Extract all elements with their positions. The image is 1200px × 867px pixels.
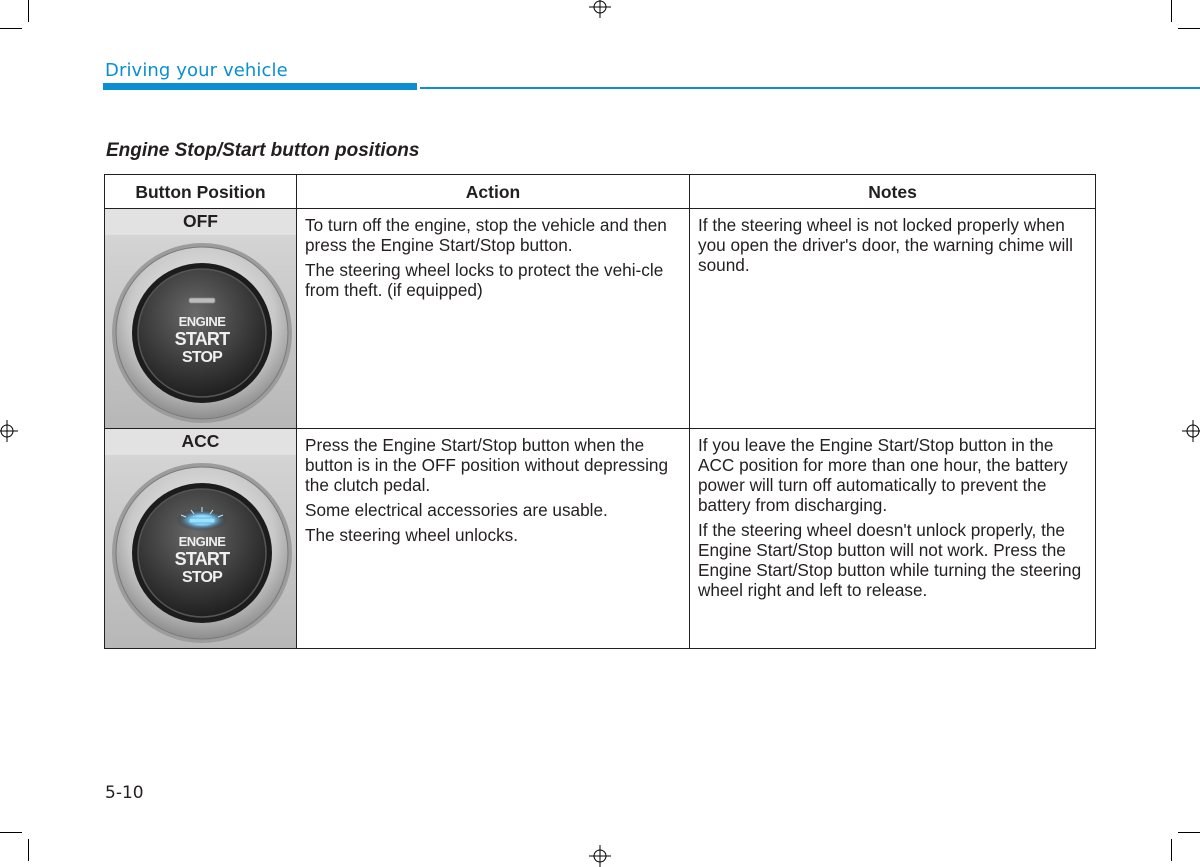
crop-mark (1171, 839, 1172, 861)
start-label: START (174, 329, 230, 349)
header-accent-bar (103, 83, 417, 90)
action-cell (297, 209, 690, 429)
stop-label: STOP (181, 569, 223, 586)
registration-mark-bottom (589, 845, 611, 867)
registration-mark-top (589, 0, 611, 18)
table-header-row (105, 175, 1096, 209)
registration-mark-right (1182, 420, 1200, 442)
crop-mark (28, 0, 29, 22)
header-rule (420, 87, 1200, 89)
position-label: OFF (105, 209, 296, 235)
indicator-icon (189, 298, 215, 303)
notes-cell (690, 209, 1096, 429)
crop-mark (1171, 0, 1172, 22)
table-row (105, 429, 1096, 649)
notes-text: If you leave the Engine Start/Stop button in the ACC position for more than one hour, the battery power will turn off automatically to prevent the battery from discharging. (698, 435, 1068, 515)
action-cell (297, 429, 690, 649)
column-header: Action (297, 175, 690, 209)
crop-mark (1178, 28, 1200, 29)
position-cell (105, 429, 297, 649)
registration-mark-left (0, 420, 18, 442)
action-text: The steering wheel unlocks. (305, 525, 519, 545)
position-cell (105, 209, 297, 429)
table-row (105, 209, 1096, 429)
page-heading: Engine Stop/Start button positions (106, 140, 420, 161)
crop-mark (0, 28, 22, 29)
crop-mark (28, 839, 29, 861)
engine-button-illustration (105, 455, 296, 648)
engine-button-illustration (105, 235, 296, 428)
button-positions-table (104, 174, 1096, 649)
crop-mark (0, 832, 22, 833)
column-header: Button Position (105, 175, 297, 209)
start-label: START (174, 549, 230, 569)
column-header: Notes (690, 175, 1096, 209)
action-text: Some electrical accessories are usable. (305, 500, 608, 520)
position-label: ACC (105, 429, 296, 455)
crop-mark (1178, 832, 1200, 833)
notes-text: If the steering wheel doesn't unlock properly, the Engine Start/Stop button will not work. Press the Engine Start/Stop button while turning the steering wheel right and left to release. (698, 520, 1082, 600)
stop-label: STOP (181, 349, 223, 366)
action-text: Press the Engine Start/Stop button when the button is in the OFF position without depressing the clutch pedal. (305, 435, 669, 495)
section-title: Driving your vehicle (105, 60, 288, 81)
notes-text: If the steering wheel is not locked properly when you open the driver's door, the warning chime will sound. (698, 215, 1073, 275)
notes-cell (690, 429, 1096, 649)
action-text: The steering wheel locks to protect the vehi-cle from theft. (if equipped) (305, 260, 664, 300)
engine-label: ENGINE (178, 314, 226, 329)
action-text: To turn off the engine, stop the vehicle and then press the Engine Start/Stop button. (305, 215, 667, 255)
page-number: 5-10 (105, 783, 144, 803)
engine-label: ENGINE (178, 534, 226, 549)
